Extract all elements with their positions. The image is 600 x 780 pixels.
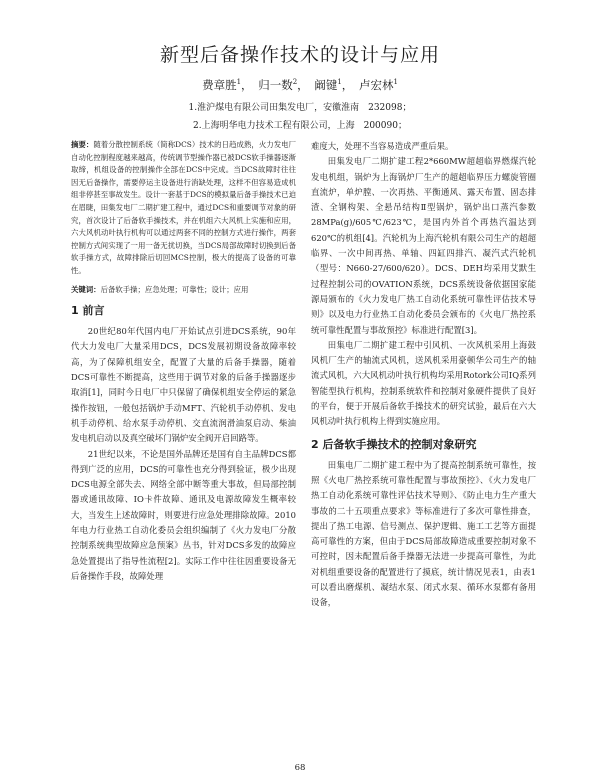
author-affil-marker: 1 [393, 78, 398, 87]
body-paragraph: 田集发电厂二期扩建工程2*660MW超超临界燃煤汽轮发电机组，锅炉为上海锅炉厂生产的超超临界压力螺旋管圈直流炉，单炉膛、一次再热、平衡通风、露天布置、固态排渣、全钢构架、全悬吊结构Ⅱ型锅炉，锅炉出口蒸汽参数28MPa(g)/605℃/623℃，是国内外首个再热汽温达到620℃的机组[4]。汽轮机为上海汽轮机有限公司生产的超超临界、一次中间再热、单轴、四缸四排汽、凝汽式汽轮机（型号：N660-27/600/620）。DCS、DEH均采用艾默生过程控制公司的OVATION系统，DCS系统设备依据国家能源局颁布的《火力发电厂热工自动化系统可靠性评估技术导则》以及电力行业热工自动化委员会颁布的《火电厂热控系统可靠性配置与事故预控》标准进行配置[3]。 [311, 156, 536, 335]
page-number: 68 [294, 763, 306, 773]
affiliation-1: 1.淮沪煤电有限公司田集发电厂，安徽淮南 232098； [188, 103, 412, 113]
author-name: 费章胜 [202, 78, 237, 92]
author-name: 阚键 [314, 78, 338, 92]
body-paragraph: 田集电厂二期扩建工程中引风机、一次风机采用上海鼓风机厂生产的轴流式风机，送风机采用豪顿华公司生产的轴流式风机，六大风机动叶执行机构均采用Rotork公司IQ系列智能型执行机构，控制系统软件和控制对象硬件提供了良好的平台，便于开展后备软手操技术的研究试验，最后在六大风机动叶执行机构上得到实施应用。 [311, 339, 536, 427]
author-name: 归一数 [258, 78, 293, 92]
author-affil-marker: 1 [337, 78, 342, 87]
keywords-label: 关键词： [71, 284, 101, 294]
abstract [71, 139, 296, 278]
body-paragraph: 21世纪以来，不论是国外品牌还是国有自主品牌DCS都得到广泛的应用，DCS的可靠性也充分得到验证，极少出现DCS电源全部失去、网络全部中断等重大事故，但局部控制器或通讯故障、IO卡件故障、通讯及电源故障发生概率较大，当发生上述故障时，则要进行应急处理排除故障。2010年电力行业热工自动化委员会组织编制了《火力发电厂分散控制系统典型故障应急预案》丛书，针对DCS多发的故障应急处置提出了指导性流程[2]。实际工作中往往因重要设备无后备操作手段，故障处理 [71, 448, 296, 581]
body-paragraph: 20世纪80年代国内电厂开始试点引进DCS系统，90年代大力发电厂大量采用DCS，DCS发展初期设备故障率较高，为了保障机组安全，配置了大量的后备手操器，随着DCS可靠性不断提高，这些用于调节对象的后备手操器逐步取消[1]，同时今日电厂中只保留了确保机组安全停运的紧急操作按钮，一般包括锅炉手动MFT、汽轮机手动停机、发电机手动停机、给水泵手动停机、交直流润滑油泵启动、柴油发电机启动以及真空破坏门锅炉安全阀开启回路等。 [71, 326, 296, 444]
author-affil-marker: 2 [292, 78, 298, 87]
body-paragraph: 田集电厂二期扩建工程中为了提高控制系统可靠性，按照《火电厂热控系统可靠性配置与事故预控》、《火力发电厂热工自动化系统可靠性评估技术导则》、《防止电力生产重大事故的二十五项重点要求》等标准进行了多次可靠性排查，提出了热工电源、信号测点、保护逻辑、施工工艺等方面提高可靠性的方案，但由于DCS局部故障造成重要控制对象不可控时，因未配置后备手操器无法进一步提高可靠性，为此对机组重要设备的配置进行了摸底，统计情况见表1，由表1可以看出磨煤机、凝结水泵、闭式水泵、循环水泵都有备用设备， [311, 459, 536, 608]
right-column [311, 139, 536, 611]
section-heading-intro: 1 前言 [71, 304, 105, 318]
keywords [71, 284, 296, 297]
author-list: 费章胜$^1$， 归一数$^2$， 阚键$^1$， 卢宏林$^1$ [202, 78, 398, 92]
left-column [71, 139, 296, 584]
paper-title: 新型后备操作技术的设计与应用 [159, 44, 440, 66]
author-affil-marker: 1 [236, 78, 242, 87]
section-heading-control-objects: 2 后备软手操技术的控制对象研究 [311, 437, 477, 451]
author-name: 卢宏林 [358, 78, 394, 92]
keywords-text: 后备软手操；应急处理；可靠性；设计；应用 [100, 284, 249, 294]
affiliation-2: 2.上海明华电力技术工程有限公司，上海 200090； [193, 121, 407, 131]
body-paragraph: 难度大，处理不当容易造成严重后果。 [311, 141, 454, 151]
abstract-label: 摘要： [71, 140, 94, 149]
abstract-text: 随着分散控制系统（简称DCS）技术的日趋成熟，火力发电厂自动化控制程度越来越高，传统调节型操作器已被DCS软手操器逐渐取缔，机组设备的控制操作全部在DCS中完成。当DCS故障时往往因无后备操作，需要停运主设备进行消缺处理，这样不但容易造成机组非停甚至事故发生。设计一套基于DCS的模拟量后备手操技术已迫在眉睫，田集发电厂二期扩建工程中，通过DCS和重要调节对象的研究，首次设计了后备软手操技术，并在机组六大风机上实施和应用，六大风机动叶执行机构可以通过两套不同的控制方式进行操作，两套控制方式间实现了一用一备无扰切换，当DCS局部故障时切换到后备软手操方式，故障排除后切回MCS控制，极大的提高了设备的可靠性。 [71, 140, 296, 275]
